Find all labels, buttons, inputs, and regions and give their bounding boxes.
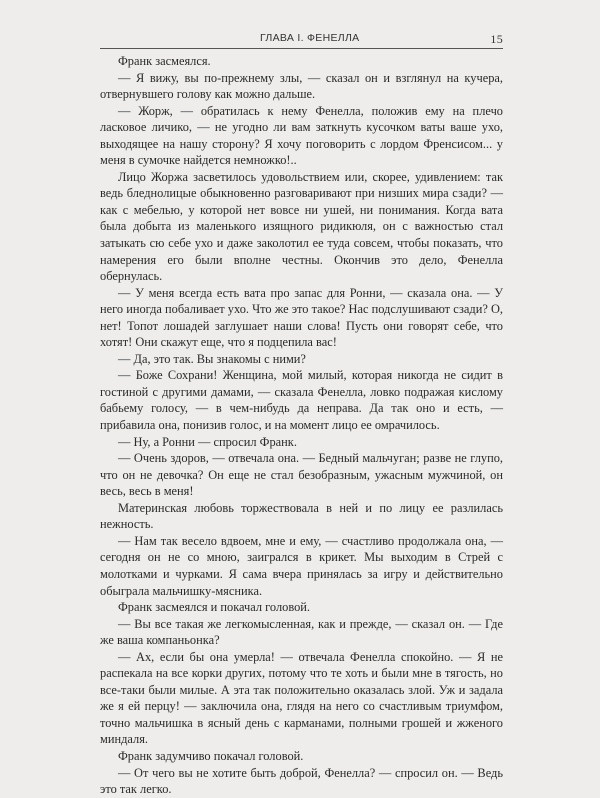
- paragraph: Материнская любовь торжествовала в ней и по лицу ее разлилась нежность.: [100, 500, 503, 532]
- paragraph: — Жорж, — обратилась к нему Фенелла, положив ему на плечо ласковое личико, — не угодно ли вам заткнуть кусочком ваты ваше ухо, выходящее на нашу сторону? Я хочу поговорить с лордом Френсисом... у меня в сумочке найдется немножко!..: [100, 103, 503, 168]
- paragraph: — У меня всегда есть вата про запас для Ронни, — сказала она. — У него иногда побаливает ухо. Что же это такое? Нас подслушивают сзади? О, нет! Топот лошадей заглушает наши слова! Пусть они говорят себе, что хотят! Они скажут еще, что я подцепила вас!: [100, 285, 503, 350]
- paragraph: Франк засмеялся и покачал головой.: [118, 600, 311, 615]
- paragraph: — Я вижу, вы по-прежнему злы, — сказал он и взглянул на кучера, отвернувшего голову как можно дальше.: [100, 70, 503, 102]
- paragraph: — Да, это так. Вы знакомы с ними?: [118, 351, 306, 366]
- body-text: [100, 53, 503, 798]
- paragraph: — Боже Сохрани! Женщина, мой милый, которая никогда не сидит в гостиной с другими дамами, — сказала Фенелла, ловко подражая кислому бабьему голосу, — в чем-нибудь да неправа. Да так оно и есть, — прибавила она, понизив голос, и на момент лицо ее омрачилось.: [100, 368, 503, 433]
- paragraph: Франк задумчиво покачал головой.: [118, 748, 304, 763]
- paragraph: — Ну, а Ронни — спросил Франк.: [118, 434, 297, 449]
- paragraph: — Очень здоров, — отвечала она. — Бедный мальчуган; разве не глупо, что он не девочка? Он еще не стал безобразным, ужасным мужчиной, он весь, весь в меня!: [100, 451, 503, 499]
- paragraph: — Нам так весело вдвоем, мне и ему, — счастливо продолжала она, — сегодня он не со мною, заигрался в крикет. Мы выходим в Стрей с молотками и чурками. Я сама вчера принялась за игру и действительно обыграла мальчишку-мясника.: [100, 533, 503, 598]
- paragraph: Франк засмеялся.: [118, 54, 211, 68]
- paragraph: — Вы все такая же легкомысленная, как и прежде, — сказал он. — Где же ваша компаньонка?: [100, 616, 503, 648]
- page-number: 15: [490, 32, 503, 46]
- paragraph: — Ах, если бы она умерла! — отвечала Фенелла спокойно. — Я не распекала на все корки других, потому что те хоть и были мне в тягость, но все-таки были милые. А эта так положительно оказалась злой. Уж и задала же я ей перцу! — заключила она, глядя на него со счастливым триумфом, точно мальчишка в ясный день с карманами, полными грошей и жженого миндаля.: [100, 649, 503, 747]
- paragraph: — От чего вы не хотите быть доброй, Фенелла? — спросил он. — Ведь это так легко.: [100, 765, 503, 797]
- paragraph: Лицо Жоржа засветилось удовольствием или, скорее, удивлением: так ведь бледнолицые обыкновенно разговаривают при низших мира сзади? — как с мебелью, у которой нет вовсе ни ушей, ни понимания. Когда вата была добыта из маленького изящного ридикюля, он с важностью стал затыкать сю себе ухо и даже заколотил ее туда совсем, чтобы показать, что намерения его были вполне честны. Окончив это дело, Фенелла обернулась.: [100, 169, 503, 284]
- running-head: [100, 30, 503, 49]
- chapter-title: ГЛАВА I. ФЕНЕЛЛА: [260, 32, 360, 44]
